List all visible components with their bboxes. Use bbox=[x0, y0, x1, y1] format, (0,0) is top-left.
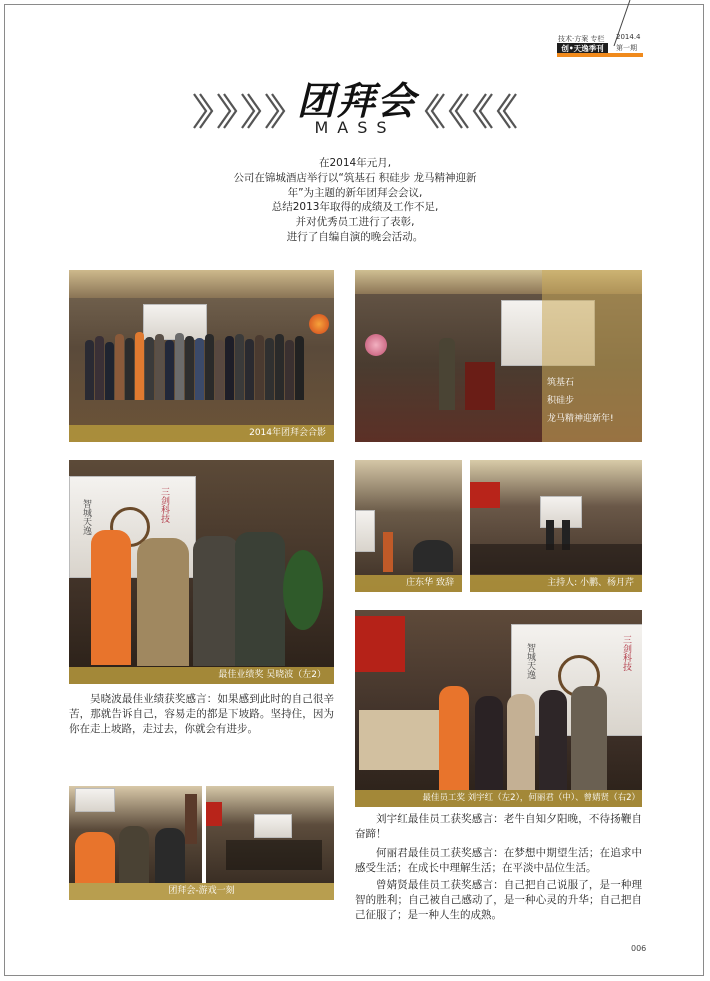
speaker-figure bbox=[383, 532, 393, 572]
intro-line: 进行了自编自演的晚会活动。 bbox=[286, 230, 424, 243]
chevron-right-decoration bbox=[422, 92, 518, 130]
masthead-column: 技术·方案 专栏 bbox=[558, 35, 605, 43]
balloons-decoration bbox=[365, 334, 387, 356]
person-figure bbox=[475, 696, 503, 790]
projector-screen bbox=[254, 814, 292, 838]
liu-quote: 刘宇红最佳员工获奖感言：老牛自知夕阳晚，不待扬鞭自奋蹄！ bbox=[355, 813, 642, 840]
podium bbox=[465, 362, 495, 410]
game-photo bbox=[69, 786, 334, 900]
award-photo-1 bbox=[69, 460, 334, 684]
audience-figure bbox=[413, 540, 453, 572]
theme-line: 龙马精神迎新年! bbox=[547, 414, 614, 424]
person-figure bbox=[539, 690, 567, 790]
person-figure bbox=[571, 686, 607, 790]
game-photo-right bbox=[206, 786, 334, 883]
banner-decoration bbox=[470, 482, 500, 508]
gift-boxes bbox=[359, 710, 439, 770]
hosts-photo-caption: 主持人: 小鹏、杨月芹 bbox=[470, 575, 642, 592]
speaker-figure bbox=[439, 338, 455, 410]
masthead-issue: 第一期 bbox=[616, 44, 637, 52]
plant-decoration bbox=[283, 550, 323, 630]
person-figure bbox=[75, 832, 115, 883]
award-photo-2-caption: 最佳员工奖 刘宇红（左2），何丽君（中）、曾婧贤（右2） bbox=[355, 790, 642, 807]
zeng-quote: 曾婧贤最佳员工获奖感言：自己把自己说服了，是一种理智的胜利；自己被自己感动了，是一种心灵的升华；自己把自己征服了；是一种人生的成熟。 bbox=[355, 879, 642, 921]
banner-decoration bbox=[206, 802, 222, 826]
masthead-accent-bar bbox=[557, 53, 643, 57]
screen-text: 智城天逸 bbox=[525, 643, 535, 679]
projector-screen bbox=[75, 788, 115, 812]
balloons-decoration bbox=[309, 314, 329, 334]
winner-figure bbox=[91, 530, 131, 665]
chevrons-left-icon bbox=[422, 92, 518, 130]
intro-line: 总结2013年取得的成绩及工作不足, bbox=[271, 201, 439, 214]
game-photo-left bbox=[69, 786, 202, 883]
person-figure bbox=[137, 538, 189, 666]
audience-area bbox=[470, 544, 642, 574]
game-photo-caption: 团拜会-游戏一刻 bbox=[69, 883, 334, 900]
intro-line: 年”为主题的新年团拜会会议, bbox=[287, 186, 423, 199]
audience-area bbox=[226, 840, 322, 870]
person-figure bbox=[185, 794, 197, 844]
theme-text bbox=[547, 374, 614, 428]
person-figure bbox=[507, 694, 535, 790]
person-figure bbox=[439, 686, 469, 790]
group-photo bbox=[69, 270, 334, 442]
chevrons-right-icon bbox=[192, 92, 288, 130]
theme-line: 筑基石 bbox=[547, 378, 575, 388]
wu-quote: 吴晓波最佳业绩获奖感言：如果感到此时的自己很辛苦，那就告诉自己，容易走的都是下坡路。坚持住，因为你在走上坡路，走过去，你就会有进步。 bbox=[69, 693, 334, 735]
award-photo-1-caption: 最佳业绩奖 吴晓波（左2） bbox=[69, 667, 334, 684]
person-figure bbox=[235, 532, 285, 666]
speech-photo bbox=[355, 460, 462, 592]
he-quote: 何丽君最佳员工获奖感言：在梦想中期望生活；在追求中感受生活；在成长中理解生活；在平淡中品位生活。 bbox=[355, 847, 642, 874]
banner-decoration bbox=[355, 616, 405, 672]
intro-line: 在2014年元月, bbox=[318, 157, 392, 169]
person-figure bbox=[155, 828, 185, 883]
intro-line: 公司在锦城酒店举行以“筑基石 积硅步 龙马精神迎新 bbox=[233, 171, 477, 184]
page-title: 团拜会 bbox=[296, 78, 417, 123]
theme-line: 积硅步 bbox=[547, 396, 575, 406]
masthead-year: 2014.4 bbox=[616, 33, 641, 41]
chevron-left-decoration bbox=[192, 92, 288, 130]
hosts-photo bbox=[470, 460, 642, 592]
group-people bbox=[85, 330, 305, 400]
speech-photo-caption: 庄东华 致辞 bbox=[355, 575, 462, 592]
intro-line: 并对优秀员工进行了表彰, bbox=[295, 216, 415, 229]
person-figure bbox=[119, 826, 149, 883]
page-subtitle: MASS bbox=[314, 118, 396, 137]
screen-text: 三剑科技 bbox=[159, 487, 169, 523]
masthead-brand: 创•天逸季刊 bbox=[557, 43, 608, 54]
screen-text: 智城天逸 bbox=[81, 499, 91, 535]
projector-screen bbox=[355, 510, 375, 552]
person-figure bbox=[193, 536, 239, 666]
group-photo-caption: 2014年团拜会合影 bbox=[69, 425, 334, 442]
screen-text: 三剑科技 bbox=[621, 635, 631, 671]
award-photo-2 bbox=[355, 610, 642, 807]
intro-paragraph bbox=[205, 156, 505, 245]
theme-photo bbox=[355, 270, 642, 442]
page-number: 006 bbox=[631, 944, 647, 953]
